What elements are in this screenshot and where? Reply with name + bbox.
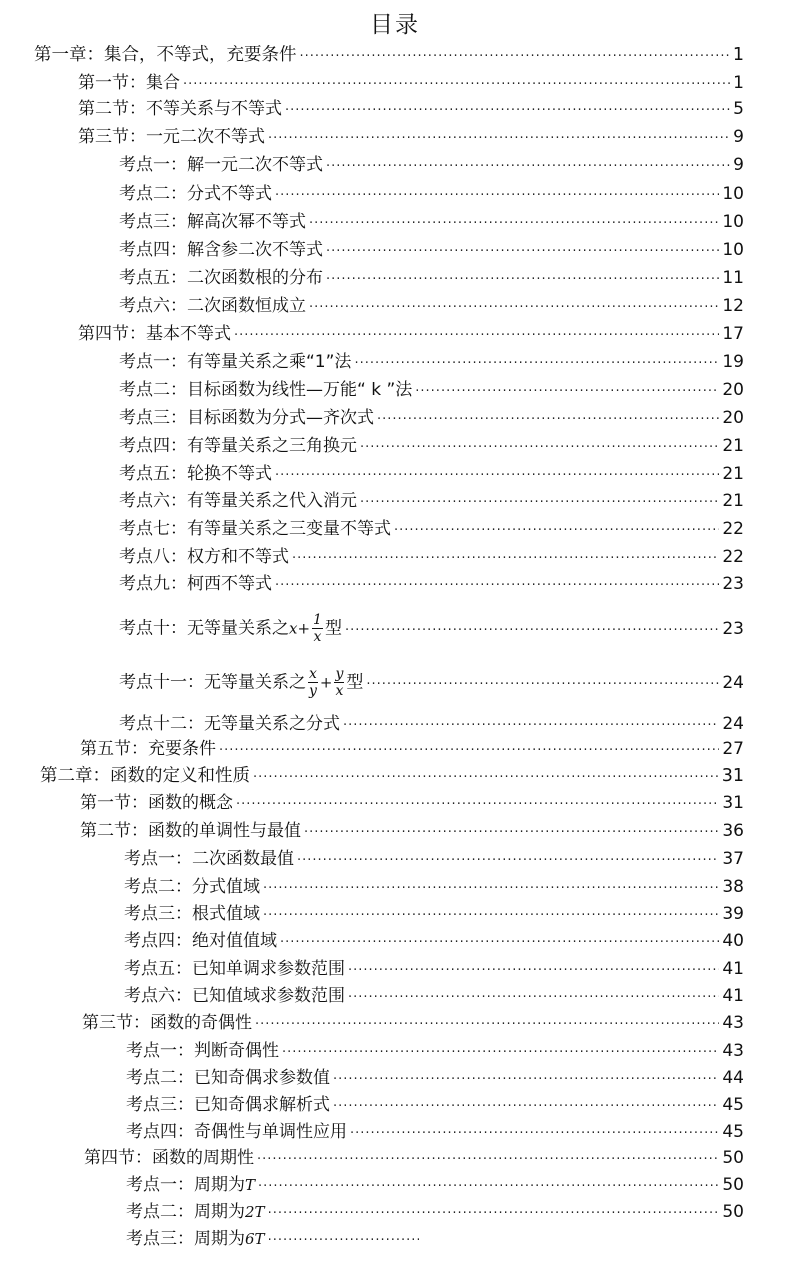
toc-entry-page: 17: [722, 324, 744, 344]
math-variable: x: [289, 619, 298, 638]
leader-dots: [333, 1096, 719, 1118]
toc-entry-topic[interactable]: [124, 848, 744, 872]
toc-entry-section[interactable]: [80, 738, 744, 762]
leader-dots: [297, 850, 719, 872]
toc-entry-topic[interactable]: [126, 1201, 744, 1225]
fraction-denominator: x: [313, 629, 322, 645]
toc-entry-label: 考点四：解含参二次不等式: [119, 240, 323, 260]
math-variable: 2T: [245, 1203, 265, 1221]
toc-entry-topic[interactable]: [119, 407, 744, 431]
leader-dots: [354, 353, 719, 375]
toc-entry-topic[interactable]: [126, 1174, 744, 1198]
toc-entry-label: 考点五：已知单调求参数范围: [124, 959, 345, 979]
toc-entry-section[interactable]: [78, 72, 744, 96]
toc-entry-page: 31: [722, 793, 744, 813]
toc-entry-page: 36: [722, 821, 744, 841]
math-fraction: [308, 666, 318, 699]
toc-entry-page: 22: [722, 547, 744, 567]
toc-entry-page: 38: [722, 877, 744, 897]
toc-entry-topic[interactable]: [124, 958, 744, 982]
toc-entry-label: 考点四：奇偶性与单调性应用: [126, 1122, 347, 1142]
toc-entry-page: 43: [722, 1041, 744, 1061]
leader-dots: [236, 794, 719, 816]
toc-entry-label: 考点三：已知奇偶求解析式: [126, 1095, 330, 1115]
label-text: 考点一：周期为: [126, 1175, 245, 1195]
toc-entry-label: 第四节：函数的周期性: [84, 1148, 254, 1168]
toc-entry-page: 9: [733, 155, 744, 175]
toc-entry-page: 21: [722, 436, 744, 456]
toc-entry-page: 22: [722, 519, 744, 539]
toc-entry-label: 考点一：有等量关系之乘“1”法: [119, 352, 352, 372]
toc-entry-page: 1: [732, 45, 744, 65]
fraction-denominator: y: [308, 683, 317, 699]
toc-entry-topic[interactable]: [126, 1067, 744, 1091]
toc-entry-topic[interactable]: [119, 546, 744, 570]
toc-entry-topic[interactable]: [119, 211, 744, 235]
toc-entry-page: 45: [722, 1095, 744, 1115]
toc-entry-topic[interactable]: [119, 267, 744, 291]
toc-entry-page: 50: [722, 1175, 744, 1195]
toc-entry-page: 20: [722, 408, 744, 428]
toc-entry-label: 第三节：函数的奇偶性: [82, 1013, 252, 1033]
toc-entry-page: 37: [722, 849, 744, 869]
toc-entry-section[interactable]: [84, 1147, 744, 1171]
toc-entry-label: 第三节：一元二次不等式: [78, 127, 265, 147]
leader-dots: [309, 213, 719, 235]
toc-entry-page: 50: [722, 1148, 744, 1168]
toc-entry-section[interactable]: [80, 792, 744, 816]
toc-entry-page: 10: [722, 184, 744, 204]
toc-entry-section[interactable]: [82, 1012, 744, 1036]
toc-entry-page: 41: [722, 959, 744, 979]
leader-dots: [348, 960, 719, 982]
toc-entry-label: 考点五：轮换不等式: [119, 464, 272, 484]
toc-entry-page: 31: [721, 766, 744, 786]
leader-dots: [300, 46, 730, 68]
toc-entry-label: 考点三：根式值域: [124, 904, 260, 924]
label-text: 考点十一：无等量关系之: [119, 672, 306, 693]
leader-dots: [333, 1069, 719, 1091]
toc-entry-topic[interactable]: [119, 379, 744, 403]
toc-entry-topic[interactable]: [119, 351, 744, 375]
toc-entry-topic[interactable]: [119, 154, 744, 178]
leader-dots: [275, 185, 719, 207]
toc-entry-label: 考点十二：无等量关系之分式: [119, 714, 340, 734]
toc-entry-label: [119, 666, 363, 699]
label-text: 考点二：周期为: [126, 1202, 245, 1222]
leader-dots: [257, 1149, 719, 1171]
leader-dots: [219, 740, 719, 762]
toc-entry-label: 考点二：分式值域: [124, 877, 260, 897]
toc-entry-label: 考点六：已知值域求参数范围: [124, 986, 345, 1006]
label-suffix: 型: [324, 618, 342, 639]
toc-entry-label: 考点三：解高次幂不等式: [119, 212, 306, 232]
leader-dots: [326, 241, 719, 263]
toc-entry-topic[interactable]: [119, 183, 744, 207]
leader-dots: [280, 932, 719, 954]
leader-dots: [377, 409, 719, 431]
toc-entry-topic[interactable]: [119, 295, 744, 319]
leader-dots: [282, 1042, 719, 1064]
leader-dots: [366, 674, 719, 696]
leader-dots: [258, 1176, 719, 1198]
toc-entry-label: 考点一：解一元二次不等式: [119, 155, 323, 175]
toc-entry-topic[interactable]: [124, 903, 744, 927]
leader-dots: [255, 1014, 719, 1036]
leader-dots: [343, 715, 719, 737]
toc-entry-label: 考点六：二次函数恒成立: [119, 296, 306, 316]
toc-entry-page: 9: [733, 127, 744, 147]
leader-dots: [360, 492, 719, 514]
math-variable: T: [245, 1176, 256, 1194]
math-variable: 6T: [245, 1230, 265, 1248]
leader-dots: [268, 128, 730, 150]
label-text: 考点三：周期为: [126, 1229, 245, 1249]
toc-entry-topic[interactable]: [119, 435, 744, 459]
toc-entry-topic[interactable]: [119, 713, 744, 737]
math-fraction: [312, 612, 323, 645]
toc-entry-topic[interactable]: [124, 876, 744, 900]
leader-dots: [268, 1203, 720, 1225]
toc-entry-page: 10: [722, 240, 744, 260]
fraction-numerator: x: [309, 666, 317, 682]
toc-entry-topic[interactable]: [126, 1094, 744, 1118]
label-text: 考点十：无等量关系之: [119, 618, 289, 639]
toc-entry-section[interactable]: [78, 126, 744, 150]
leader-dots: [285, 100, 730, 122]
toc-entry-chapter-2[interactable]: [40, 765, 744, 789]
leader-dots: [360, 437, 719, 459]
toc-entry-page: 45: [722, 1122, 744, 1142]
page-title: 目录: [370, 12, 420, 38]
toc-entry-page: 39: [722, 904, 744, 924]
leader-dots: [275, 575, 719, 597]
toc-entry-page: 23: [722, 574, 744, 594]
fraction-denominator: x: [335, 683, 344, 699]
toc-entry-page: 5: [733, 99, 744, 119]
toc-entry-page: 23: [722, 618, 744, 639]
leader-dots: [348, 987, 719, 1009]
toc-entry-topic[interactable]: [126, 1040, 744, 1064]
math-fraction: [334, 666, 344, 699]
toc-entry-topic[interactable]: [119, 490, 744, 514]
toc-entry-label: [126, 1228, 265, 1250]
toc-entry-label: 考点六：有等量关系之代入消元: [119, 491, 357, 511]
toc-entry-label: 考点二：分式不等式: [119, 184, 272, 204]
leader-dots: [350, 1123, 719, 1145]
leader-dots: [263, 905, 719, 927]
leader-dots: [234, 325, 719, 347]
toc-entry-label: 考点七：有等量关系之三变量不等式: [119, 519, 391, 539]
toc-entry-page: 24: [722, 672, 744, 693]
toc-entry-section[interactable]: [78, 323, 744, 347]
label-suffix: 型: [346, 672, 364, 693]
toc-entry-section[interactable]: [78, 98, 744, 122]
toc-entry-page: 10: [722, 212, 744, 232]
toc-entry-label: 考点五：二次函数根的分布: [119, 268, 323, 288]
leader-dots: [268, 1230, 419, 1252]
toc-entry-topic[interactable]: [124, 930, 744, 954]
toc-entry-section[interactable]: [80, 820, 744, 844]
toc-entry-page: 24: [722, 714, 744, 734]
toc-entry-label: 考点四：有等量关系之三角换元: [119, 436, 357, 456]
toc-entry-topic[interactable]: [119, 518, 744, 542]
toc-entry-page: 19: [722, 352, 744, 372]
toc-entry-label: 考点一：二次函数最值: [124, 849, 294, 869]
leader-dots: [183, 74, 730, 96]
leader-dots: [253, 767, 719, 789]
toc-entry-label: 第一节：集合: [78, 73, 180, 93]
toc-entry-label: [126, 1201, 265, 1223]
leader-dots: [415, 381, 719, 403]
toc-entry-topic[interactable]: [119, 239, 744, 263]
toc-entry-page: 11: [722, 268, 744, 288]
toc-entry-topic[interactable]: [119, 573, 744, 597]
toc-entry-label: 考点二：目标函数为线性—万能“ k ”法: [119, 380, 413, 400]
leader-dots: [304, 822, 719, 844]
toc-entry-page: 12: [722, 296, 744, 316]
leader-dots: [326, 269, 719, 291]
toc-entry-label: 第一章：集合，不等式，充要条件: [34, 45, 297, 65]
leader-dots: [263, 878, 719, 900]
toc-entry-page: 21: [722, 491, 744, 511]
toc-entry-label: 第二节：不等关系与不等式: [78, 99, 282, 119]
toc-entry-chapter-1[interactable]: [34, 44, 744, 68]
toc-entry-topic[interactable]: [126, 1121, 744, 1145]
toc-entry-topic[interactable]: [124, 985, 744, 1009]
toc-entry-label: 考点一：判断奇偶性: [126, 1041, 279, 1061]
leader-dots: [394, 520, 719, 542]
math-operator: +: [297, 619, 311, 638]
toc-entry-label: 第五节：充要条件: [80, 739, 216, 759]
toc-entry-page: 43: [722, 1013, 744, 1033]
toc-entry-page: 27: [722, 739, 744, 759]
toc-entry-topic[interactable]: [126, 1228, 422, 1252]
toc-entry-page: 20: [722, 380, 744, 400]
fraction-numerator: y: [335, 666, 344, 682]
leader-dots: [275, 465, 719, 487]
toc-entry-label: [126, 1174, 255, 1196]
leader-dots: [309, 297, 719, 319]
toc-entry-page: 44: [722, 1068, 744, 1088]
leader-dots: [345, 620, 719, 642]
toc-entry-topic[interactable]: [119, 463, 744, 487]
toc-entry-label: 考点四：绝对值值域: [124, 931, 277, 951]
toc-entry-page: 21: [722, 464, 744, 484]
toc-entry-topic[interactable]: [119, 612, 744, 645]
toc-entry-label: 第二章：函数的定义和性质: [40, 766, 250, 786]
fraction-numerator: 1: [313, 612, 322, 628]
toc-entry-topic[interactable]: [119, 666, 744, 699]
toc-entry-label: 第四节：基本不等式: [78, 324, 231, 344]
toc-entry-label: 考点八：权方和不等式: [119, 547, 289, 567]
toc-entry-label: 第一节：函数的概念: [80, 793, 233, 813]
toc-entry-label: 考点三：目标函数为分式—齐次式: [119, 408, 374, 428]
toc-entry-label: 第二节：函数的单调性与最值: [80, 821, 301, 841]
leader-dots: [292, 548, 719, 570]
leader-dots: [326, 156, 730, 178]
math-operator: +: [319, 673, 333, 692]
toc-entry-label: 考点九：柯西不等式: [119, 574, 272, 594]
toc-entry-page: 1: [733, 73, 744, 93]
toc-entry-page: 50: [722, 1202, 744, 1222]
toc-entry-label: [119, 612, 342, 645]
toc-entry-page: 41: [722, 986, 744, 1006]
toc-entry-page: 40: [722, 931, 744, 951]
toc-entry-label: 考点二：已知奇偶求参数值: [126, 1068, 330, 1088]
